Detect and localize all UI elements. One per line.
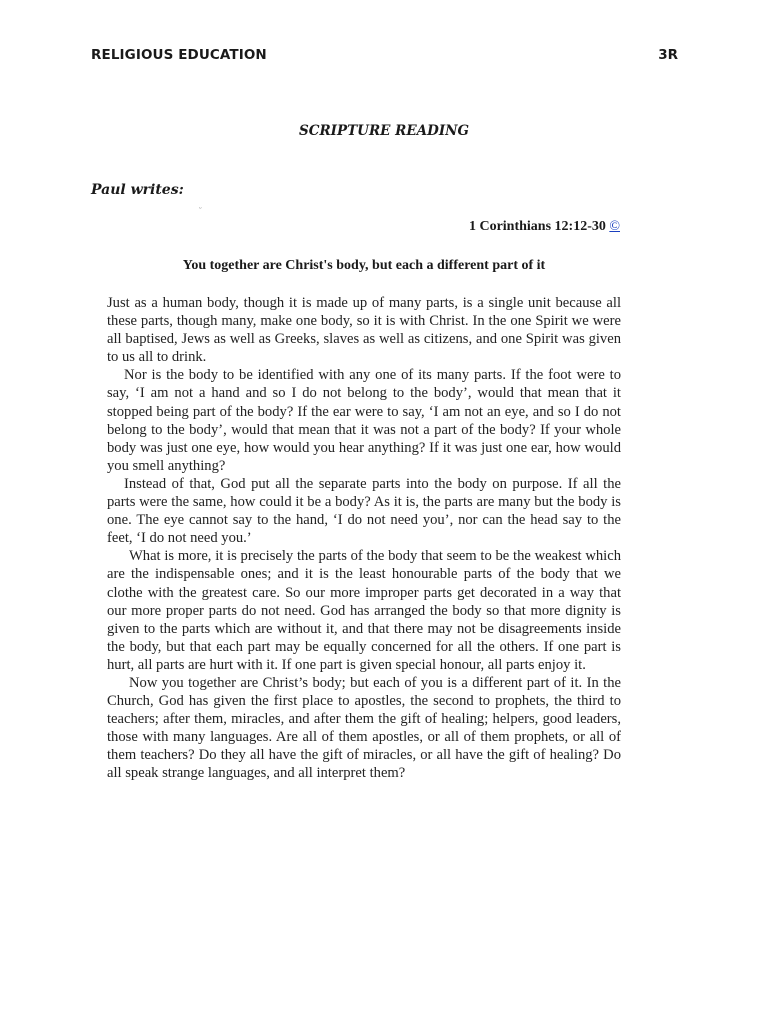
grade-label: 3R: [658, 47, 678, 63]
reference-text: 1 Corinthians 12:12-30: [468, 219, 606, 234]
passage-paragraph: Just as a human body, though it is made up of many parts, is a single unit because all these parts, though many, make one body, so it is with Christ. In the one Spirit we were all baptised, Jews as well as Greeks, slaves as well as citizens, and one Spirit was given to us all to drink.: [107, 295, 621, 366]
page-title: SCRIPTURE READING: [298, 123, 470, 139]
intro-line: Paul writes:: [91, 182, 184, 198]
scripture-passage: [107, 294, 621, 783]
passage-paragraph: Now you together are Christ’s body; but each of you is a different part of it. In the Church, God has given the first place to apostles, the second to prophets, the third to teachers; after them, miracles, and after them the gift of healing; helpers, good leaders, those with many languages. Are all of them apostles, or all of them prophets, or all of them teachers? Do they all have the gift of miracles, or all have the gift of healing? Do all speak strange languages, and all interpret them?: [107, 674, 621, 782]
subject-heading: RELIGIOUS EDUCATION: [91, 47, 267, 63]
copyright-link[interactable]: ©: [609, 219, 620, 234]
passage-paragraph: What is more, it is precisely the parts of the body that seem to be the weakest which are the indispensable ones; and it is the least honourable parts of the body that we clothe with the greatest care. So our more improper parts get decorated in a way that our more proper parts do not need. God has arranged the body so that more dignity is given to the parts which are without it, and that there may not be disagreements inside the body, but that each part may be equally concerned for all the others. If one part is hurt, all parts are hurt with it. If one part is given special honour, all parts enjoy it.: [107, 548, 621, 673]
stray-mark: ᵕ: [199, 203, 202, 213]
scripture-reference: [469, 219, 620, 235]
passage-paragraph: Nor is the body to be identified with any one of its many parts. If the foot were to say, ‘I am not a hand and so I do not belong to the body’, would that mean that it stopped being part of the body? If the ear were to say, ‘I am not an eye, and so I do not belong to the body’, would that mean that it was not a part of the body? If your whole body was just one eye, how would you hear anything? If it was just one ear, how would you smell anything?: [107, 367, 621, 474]
passage-paragraph: Instead of that, God put all the separate parts into the body on purpose. If all the parts were the same, how could it be a body? As it is, the parts are many but the body is one. The eye cannot say to the hand, ‘I do not need you’, nor can the head say to the feet, ‘I do not need you.’: [107, 475, 621, 547]
passage-heading: You together are Christ's body, but each a different part of it: [182, 258, 546, 273]
